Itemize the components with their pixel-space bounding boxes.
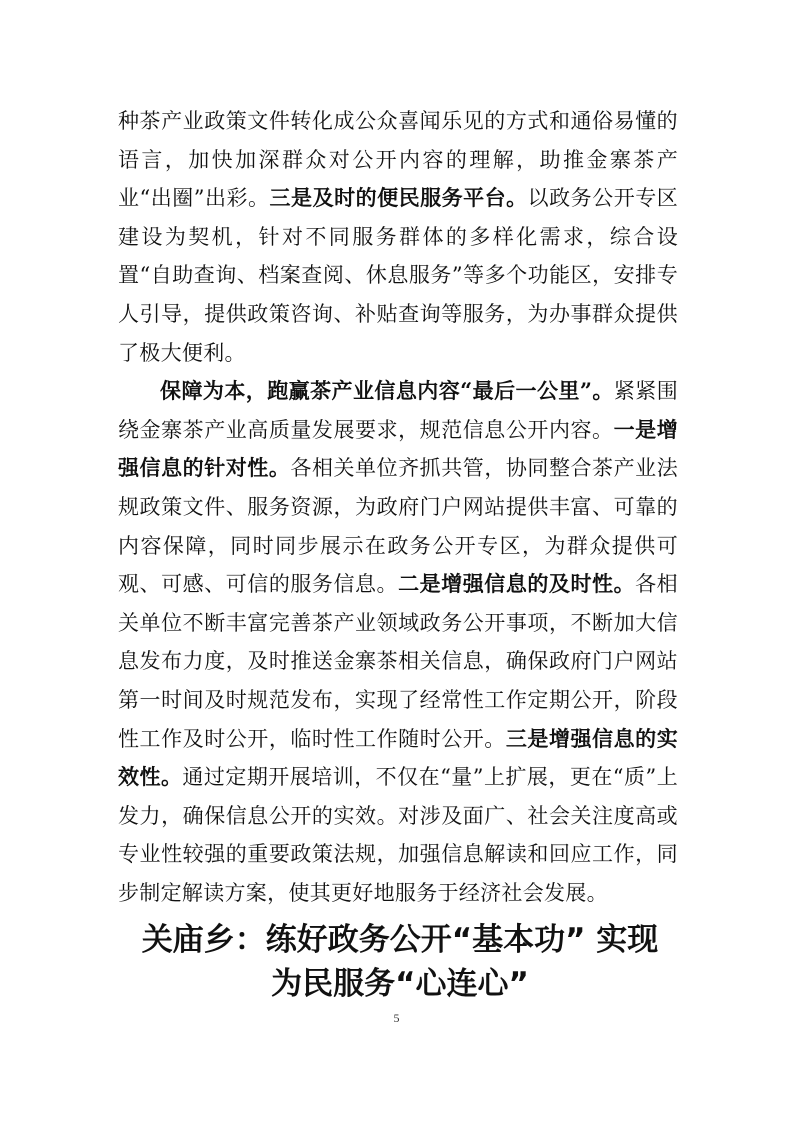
section-heading: [110, 918, 690, 1006]
paragraph-2-bold-4: 三是增强信息的实效性。: [118, 725, 678, 790]
paragraph-2-bold-1: 保障为本，跑赢茶产业信息内容“最后一公里”。: [160, 378, 614, 404]
paragraph-2-text-1: 紧紧围绕金寨茶产业高质量发展要求，规范信息公开内容。: [118, 379, 678, 442]
section-heading-line-2: 为民服务“心连心”: [271, 966, 529, 1002]
paragraph-2-text-4: 通过定期开展培训，不仅在“量”上扩展，更在“质”上发力，确保信息公开的实效。对涉及面广、社会关注度高或专业性较强的重要政策法规，加强信息解读和回应工作，同步制定解读方案，使其更好地服务于经济社会发展。: [118, 765, 678, 905]
paragraph-2-bold-3: 二是增强信息的及时性。: [398, 571, 636, 597]
article-body: [118, 102, 678, 912]
paragraph-1-text-1: 种茶产业政策文件转化成公众喜闻乐见的方式和通俗易懂的语言，加快加深群众对公开内容的理解，助推金寨茶产业“出圈”出彩。: [118, 109, 678, 211]
paragraph-1-text-2: 以政务公开专区建设为契机，针对不同服务群体的多样化需求，综合设置“自助查询、档案查阅、休息服务”等多个功能区，安排专人引导，提供政策咨询、补贴查询等服务，为办事群众提供了极大便利。: [118, 186, 679, 365]
page-number: 5: [393, 1011, 400, 1025]
paragraph-2-text-2: 各相关单位齐抓共管，协同整合茶产业法规政策文件、服务资源，为政府门户网站提供丰富、可靠的内容保障，同时同步展示在政务公开专区，为群众提供可观、可感、可信的服务信息。: [118, 456, 678, 597]
paragraph-1-bold-1: 三是及时的便民服务平台。: [269, 185, 528, 211]
paragraph-1: [118, 102, 678, 372]
paragraph-2-bold-2: 一是增强信息的针对性。: [118, 416, 678, 481]
section-heading-line-1: 关庙乡：练好政务公开“基本功” 实现: [141, 922, 659, 958]
paragraph-2-text-3: 各相关单位不断丰富完善茶产业领域政务公开事项，不断加大信息发布力度，及时推送金寨茶相关信息，确保政府门户网站第一时间及时规范发布，实现了经常性工作定期公开，阶段性工作及时公开，临时性工作随时公开。: [118, 572, 678, 751]
paragraph-2: [118, 372, 678, 912]
